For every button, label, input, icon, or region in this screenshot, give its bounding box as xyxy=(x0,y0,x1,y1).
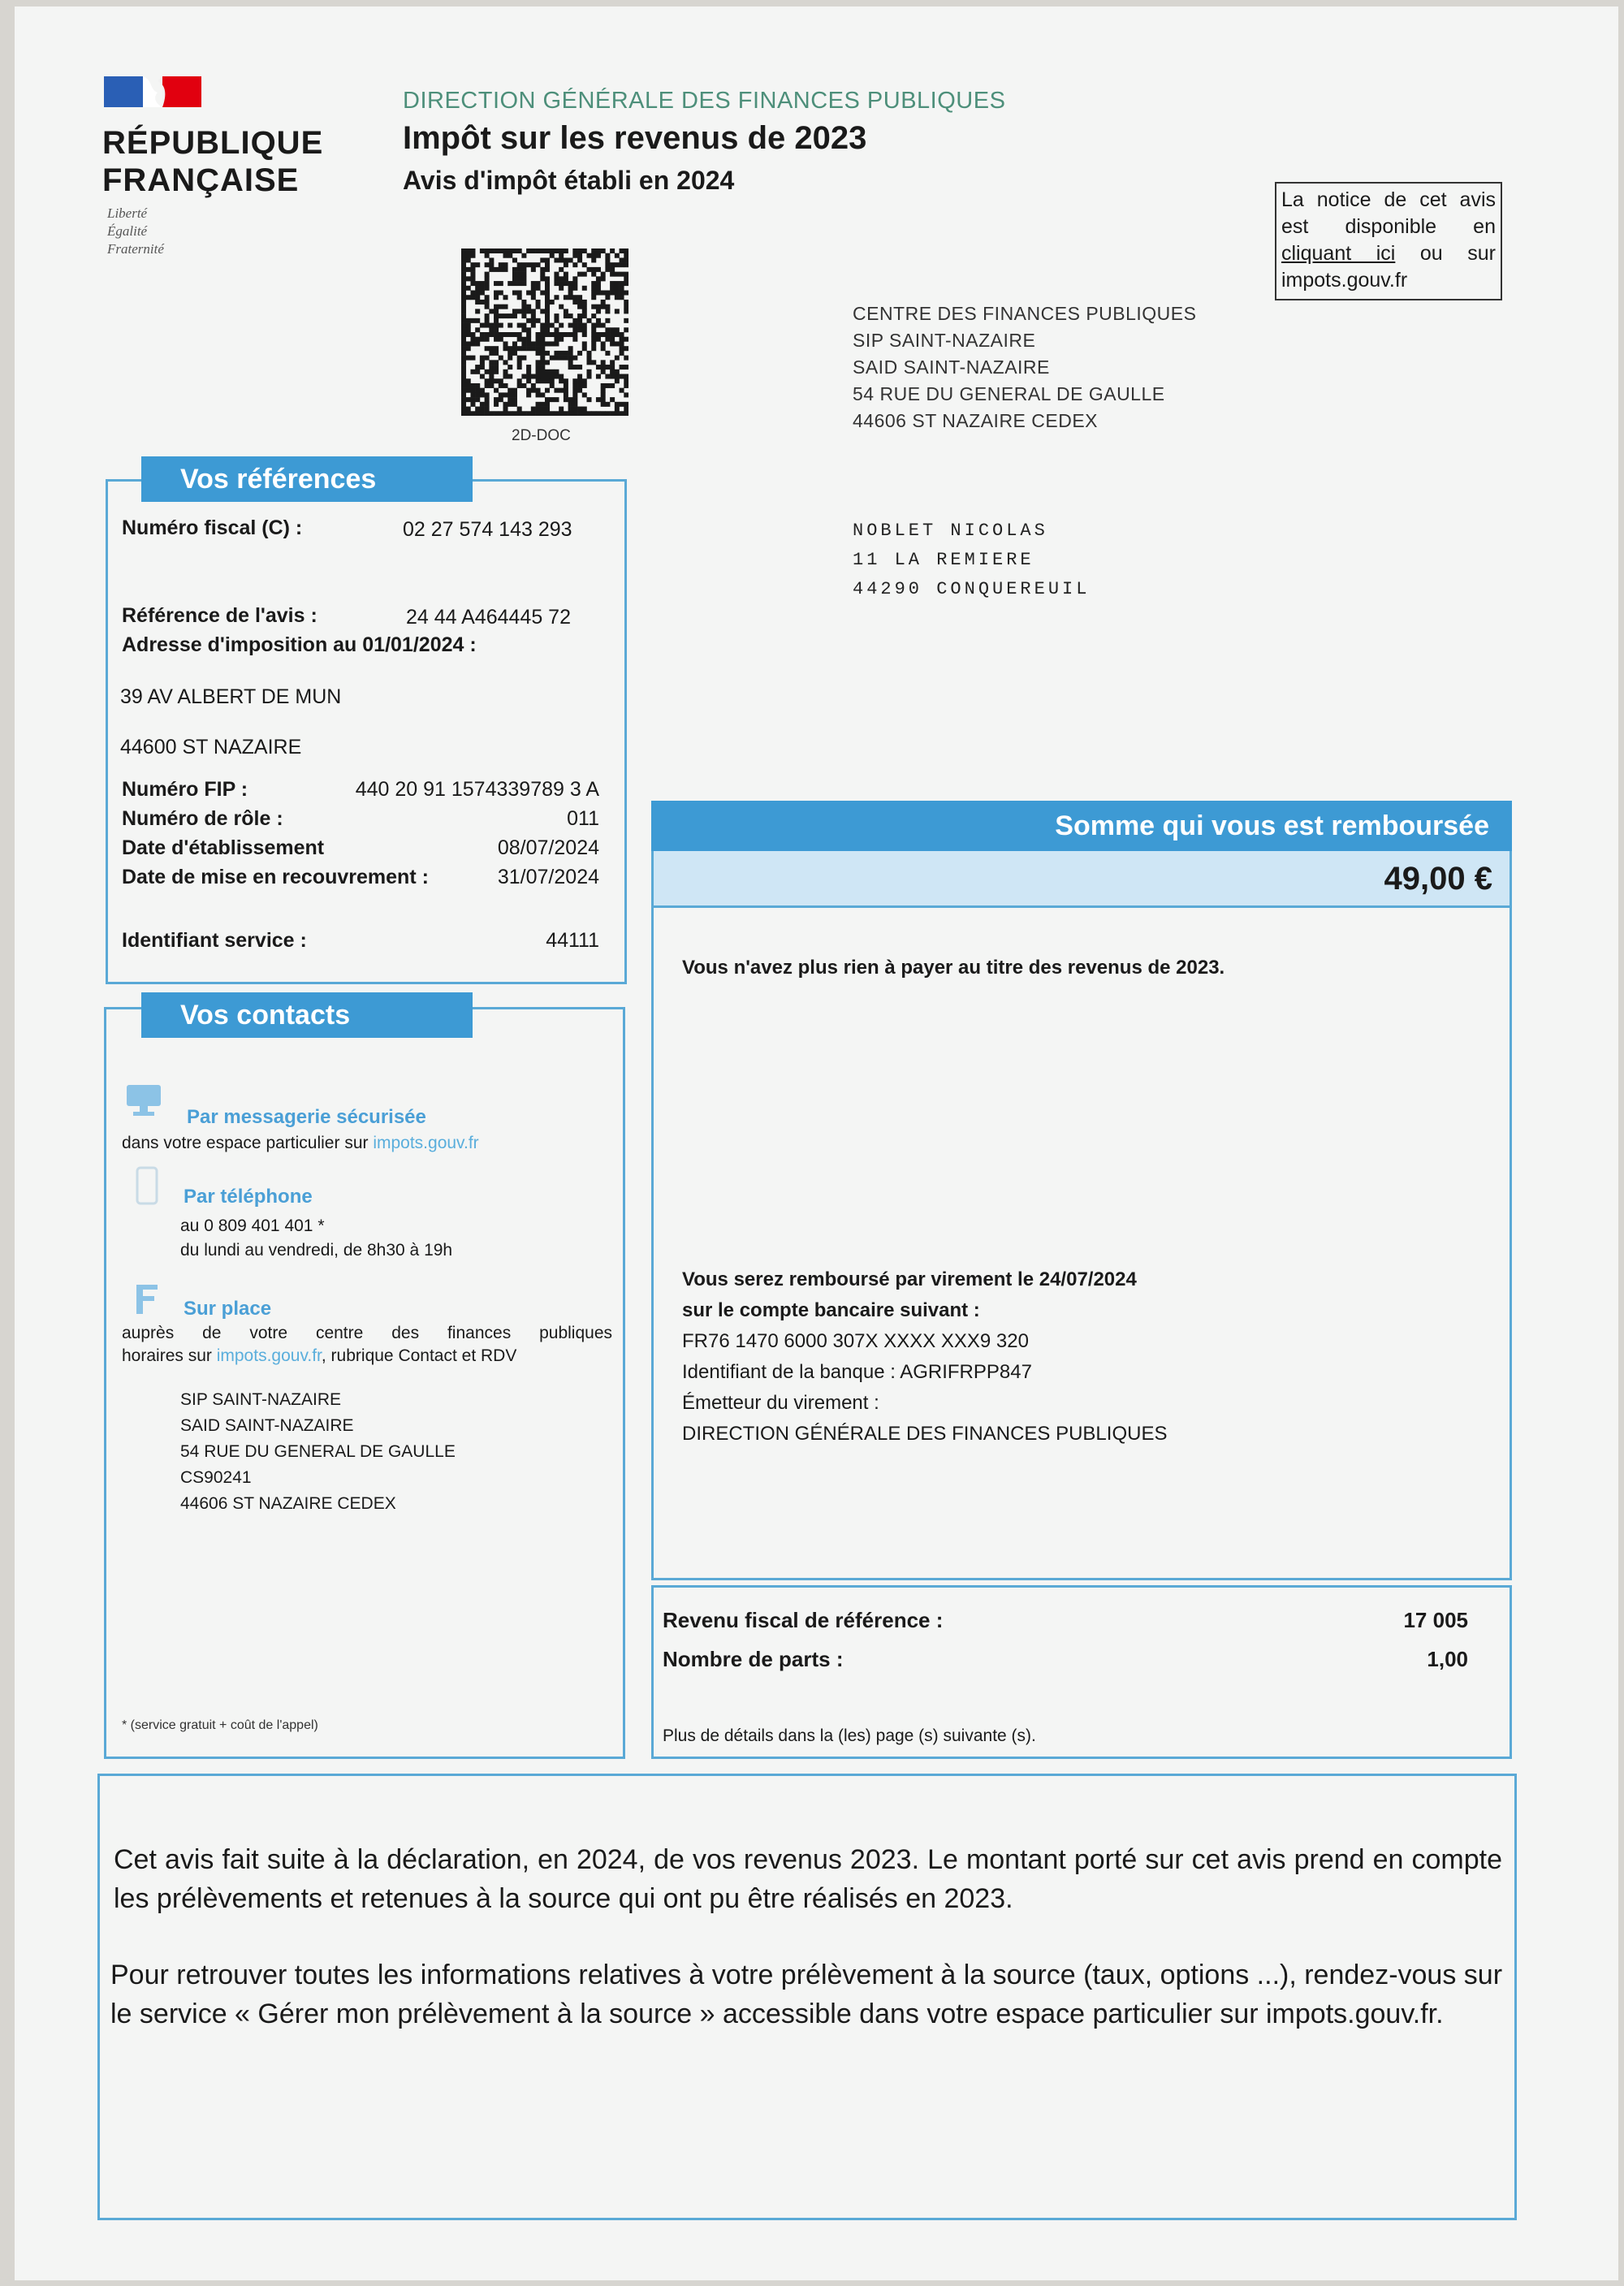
refund-message: Vous n'avez plus rien à payer au titre des revenus de 2023. xyxy=(682,957,1225,979)
contact-address-line: SIP SAINT-NAZAIRE xyxy=(180,1390,341,1409)
messagerie-link[interactable]: impots.gouv.fr xyxy=(373,1134,479,1152)
notice-box xyxy=(1275,182,1502,300)
virement-line-2: sur le compte bancaire suivant : xyxy=(682,1299,980,1321)
recipient-line: 11 LA REMIERE xyxy=(853,550,1034,570)
2d-doc-barcode xyxy=(461,248,628,416)
centre-line: 44606 ST NAZAIRE CEDEX xyxy=(853,410,1099,431)
messagerie-desc: dans votre espace particulier sur xyxy=(122,1134,374,1152)
messagerie-title: Par messagerie sécurisée xyxy=(187,1106,426,1128)
role-value: 011 xyxy=(567,807,599,830)
emetteur-label: Émetteur du virement : xyxy=(682,1392,879,1414)
sur-place-text-2 xyxy=(122,1346,516,1366)
recipient-address xyxy=(853,516,1090,604)
francaise-label: FRANÇAISE xyxy=(102,162,300,198)
role-label: Numéro de rôle : xyxy=(122,807,283,830)
recipient-line: 44290 CONQUEREUIL xyxy=(853,579,1091,599)
etablissement-value: 08/07/2024 xyxy=(497,836,599,859)
building-icon xyxy=(130,1281,162,1321)
iban: FR76 1470 6000 307X XXXX XXX9 320 xyxy=(682,1330,1029,1352)
numero-fiscal-value: 02 27 574 143 293 xyxy=(403,518,572,541)
contacts-footnote: * (service gratuit + coût de l'appel) xyxy=(122,1718,318,1732)
recipient-line: NOBLET NICOLAS xyxy=(853,521,1048,541)
notice-text-end: ou sur impots.gouv.fr xyxy=(1281,242,1496,292)
references-box xyxy=(106,479,627,984)
refund-box xyxy=(651,802,1512,1580)
motto-liberte: Liberté xyxy=(107,205,148,221)
contacts-title: Vos contacts xyxy=(141,992,473,1038)
recouvrement-value: 31/07/2024 xyxy=(497,866,599,888)
telephone-title: Par téléphone xyxy=(184,1186,313,1208)
reference-avis-label: Référence de l'avis : xyxy=(122,604,317,627)
computer-icon xyxy=(125,1083,162,1121)
contact-address-line: SAID SAINT-NAZAIRE xyxy=(180,1416,354,1435)
centre-line: SAID SAINT-NAZAIRE xyxy=(853,357,1050,378)
contact-address-line: CS90241 xyxy=(180,1468,252,1487)
parts-label: Nombre de parts : xyxy=(663,1647,844,1671)
parts-value: 1,00 xyxy=(1427,1647,1468,1671)
horaires-link[interactable]: impots.gouv.fr xyxy=(216,1346,322,1365)
dgfip-label: DIRECTION GÉNÉRALE DES FINANCES PUBLIQUES xyxy=(403,88,1006,114)
barcode-label: 2D-DOC xyxy=(512,427,571,444)
sur-place-text-1: auprès de votre centre des finances publiques xyxy=(122,1324,612,1342)
info-paragraph-2: Pour retrouver toutes les informations relatives à votre prélèvement à la source (taux, options ...), rendez-vous sur le service « Gérer mon prélèvement à la source » accessible dans votre espace particulier sur impots.gouv.fr. xyxy=(110,1960,1503,2029)
messagerie-text xyxy=(122,1134,479,1153)
adresse-imposition-label: Adresse d'imposition au 01/01/2024 : xyxy=(122,633,477,656)
banque-line xyxy=(682,1361,1032,1384)
motto-fraternite: Fraternité xyxy=(107,241,164,257)
fip-value: 440 20 91 1574339789 3 A xyxy=(355,778,599,801)
details-note: Plus de détails dans la (les) page (s) suivante (s). xyxy=(663,1726,1036,1745)
page-subtitle: Avis d'impôt établi en 2024 xyxy=(403,166,735,195)
numero-fiscal-label: Numéro fiscal (C) : xyxy=(122,516,303,539)
refund-title: Somme qui vous est remboursée xyxy=(651,801,1512,851)
centre-line: SIP SAINT-NAZAIRE xyxy=(853,330,1036,351)
tax-notice-page xyxy=(15,6,1618,2280)
telephone-hours: du lundi au vendredi, de 8h30 à 19h xyxy=(180,1241,453,1260)
recouvrement-label: Date de mise en recouvrement : xyxy=(122,866,429,888)
reference-avis-value: 24 44 A464445 72 xyxy=(406,606,571,629)
horaires-desc: horaires sur xyxy=(122,1346,217,1365)
references-title: Vos références xyxy=(141,456,473,502)
centre-line: CENTRE DES FINANCES PUBLIQUES xyxy=(853,303,1197,324)
service-value: 44111 xyxy=(546,929,599,952)
banque-label: Identifiant de la banque : xyxy=(682,1361,901,1383)
contact-address-line: 54 RUE DU GENERAL DE GAULLE xyxy=(180,1442,456,1461)
motto xyxy=(107,205,164,258)
service-label: Identifiant service : xyxy=(122,929,307,952)
virement-line-1: Vous serez remboursé par virement le 24/07/2024 xyxy=(682,1268,1137,1290)
adresse-line-1: 39 AV ALBERT DE MUN xyxy=(120,685,342,708)
contact-address xyxy=(180,1387,456,1517)
info-paragraph-1: Cet avis fait suite à la déclaration, en 2024, de vos revenus 2023. Le montant porté sur cet avis prend en compte les prélèvements et retenues à la source qui ont pu être réalisés en 2023. xyxy=(114,1844,1502,1914)
banque-value: AGRIFRPP847 xyxy=(900,1361,1032,1383)
centre-address xyxy=(853,300,1196,434)
rfr-value: 17 005 xyxy=(1403,1608,1468,1632)
contact-address-line: 44606 ST NAZAIRE CEDEX xyxy=(180,1494,396,1513)
refund-amount: 49,00 € xyxy=(1384,861,1492,897)
etablissement-label: Date d'établissement xyxy=(122,836,325,859)
fip-label: Numéro FIP : xyxy=(122,778,248,801)
phone-icon xyxy=(135,1166,159,1209)
centre-line: 54 RUE DU GENERAL DE GAULLE xyxy=(853,383,1165,404)
republique-label: RÉPUBLIQUE xyxy=(102,125,324,161)
telephone-number: au 0 809 401 401 * xyxy=(180,1216,325,1235)
notice-link[interactable]: cliquant ici xyxy=(1281,242,1396,265)
rfr-label: Revenu fiscal de référence : xyxy=(663,1608,944,1632)
motto-egalite: Égalité xyxy=(107,223,148,239)
marianne-logo xyxy=(104,73,201,110)
notice-text-start: La notice de cet avis est disponible en xyxy=(1281,188,1496,238)
page-title: Impôt sur les revenus de 2023 xyxy=(403,120,867,156)
sur-place-title: Sur place xyxy=(184,1298,272,1320)
emetteur-value: DIRECTION GÉNÉRALE DES FINANCES PUBLIQUES xyxy=(682,1423,1168,1445)
adresse-line-2: 44600 ST NAZAIRE xyxy=(120,736,302,758)
rubrique-desc: , rubrique Contact et RDV xyxy=(321,1346,517,1365)
